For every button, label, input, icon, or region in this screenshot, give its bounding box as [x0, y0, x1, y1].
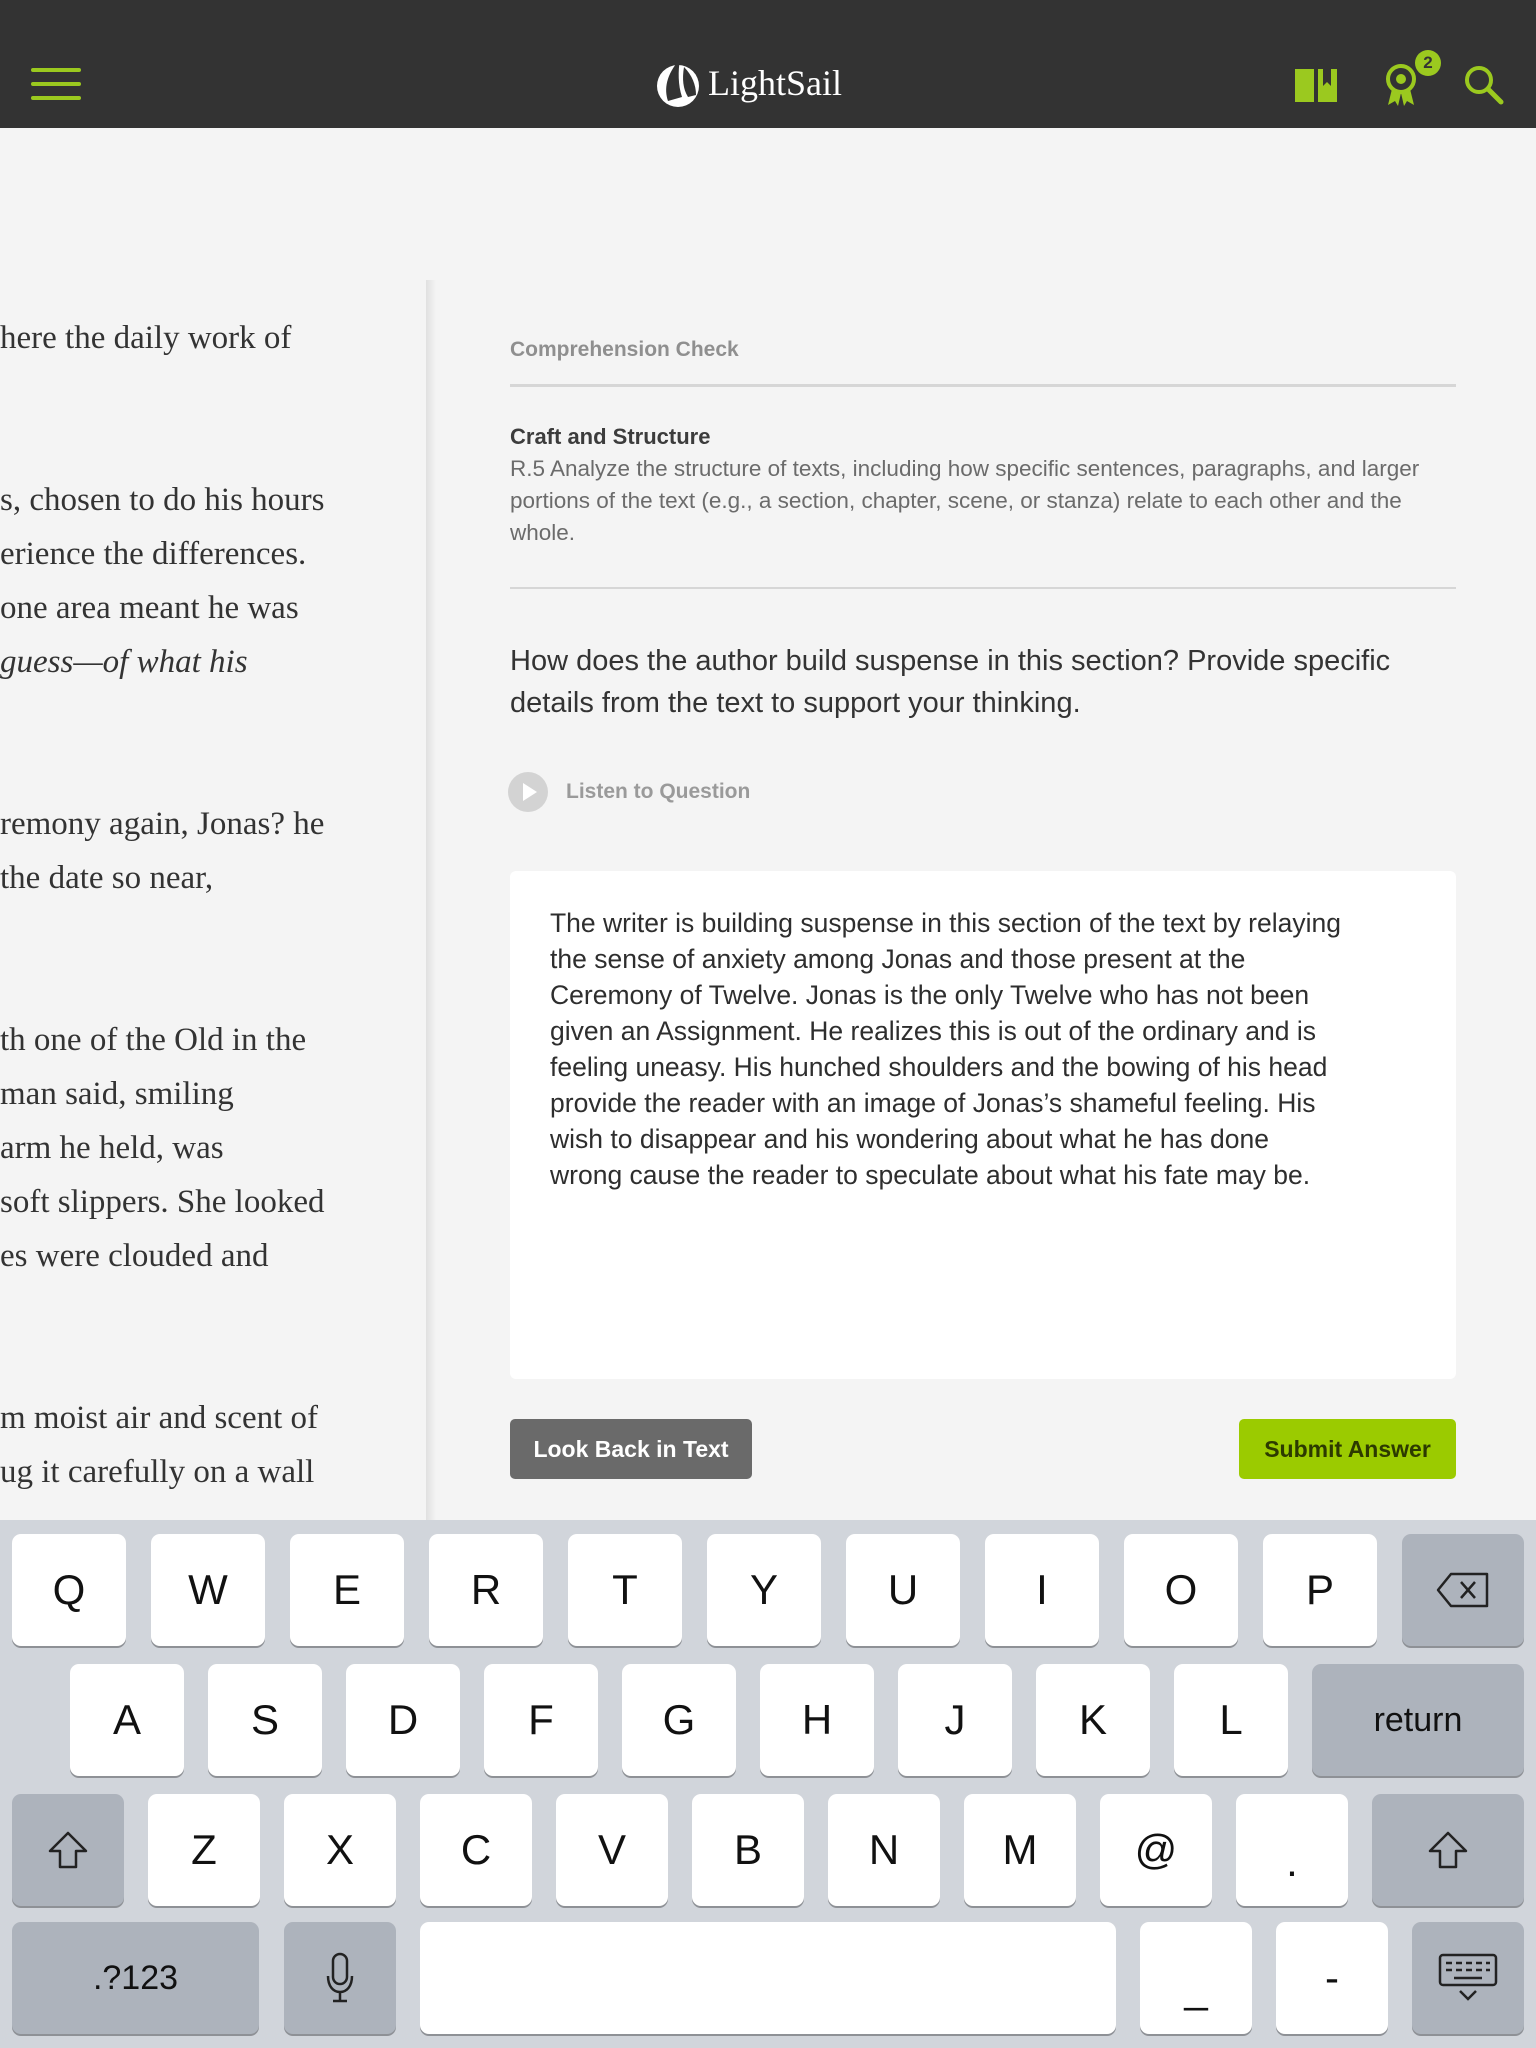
- key-label: Z: [191, 1826, 217, 1873]
- underscore-key[interactable]: [1140, 1922, 1252, 2034]
- book-line: th one of the Old in the: [0, 1022, 307, 1058]
- answer-line: the sense of anxiety among Jonas and those present at the: [550, 944, 1246, 974]
- key-label: T: [612, 1566, 638, 1613]
- key-label: J: [944, 1696, 966, 1743]
- answer-line: wish to disappear and his wondering about what he has done: [550, 1124, 1269, 1154]
- listen-to-question-button[interactable]: [508, 772, 750, 812]
- question-text: How does the author build suspense in this section? Provide specific details from the text to support your thinking.: [510, 645, 1391, 719]
- key-label: -: [1325, 1954, 1339, 2001]
- book-line: m moist air and scent of: [0, 1400, 319, 1436]
- key[interactable]: [429, 1534, 543, 1646]
- submit-answer-button[interactable]: Submit Answer: [1239, 1419, 1456, 1479]
- on-screen-keyboard: [0, 1520, 1536, 2048]
- key[interactable]: [12, 1534, 126, 1646]
- shift-icon: [1426, 1830, 1470, 1870]
- answer-line: Ceremony of Twelve. Jonas is the only Twelve who has not been: [550, 980, 1310, 1010]
- key-label: E: [332, 1566, 361, 1613]
- key[interactable]: [760, 1664, 874, 1776]
- key-label: W: [188, 1566, 228, 1613]
- key[interactable]: [1236, 1794, 1348, 1906]
- key[interactable]: [284, 1794, 396, 1906]
- key-label: M: [1002, 1826, 1038, 1873]
- book-line: erience the differences.: [0, 536, 307, 572]
- key[interactable]: [151, 1534, 265, 1646]
- backspace-key[interactable]: [1402, 1534, 1524, 1646]
- divider: [510, 587, 1456, 589]
- numbers-key[interactable]: [12, 1922, 259, 2034]
- keyboard-dismiss-icon: [1436, 1953, 1500, 2003]
- book-line: soft slippers. She looked: [0, 1184, 325, 1220]
- key-label: N: [868, 1826, 900, 1873]
- key[interactable]: [1263, 1534, 1377, 1646]
- standard-description: R.5 Analyze the structure of texts, including how specific sentences, paragraphs, and larger portions of the text (e.g., a section, chapter, scene, or stanza) relate to each other and the whole.: [510, 456, 1420, 545]
- look-back-in-text-button[interactable]: Look Back in Text: [510, 1419, 752, 1479]
- key-label: O: [1164, 1566, 1198, 1613]
- section-title: Comprehension Check: [510, 338, 739, 361]
- key-label: D: [387, 1696, 419, 1743]
- key-label: .: [1286, 1838, 1298, 1885]
- key[interactable]: [692, 1794, 804, 1906]
- key-label: .?123: [92, 1958, 179, 1997]
- key-label: I: [1036, 1566, 1048, 1613]
- key-label: B: [733, 1826, 762, 1873]
- menu-icon[interactable]: [31, 68, 81, 100]
- book-line: ug it carefully on a wall: [0, 1454, 315, 1490]
- answer-line: The writer is building suspense in this section of the text by relaying: [550, 908, 1341, 938]
- shift-icon: [46, 1830, 90, 1870]
- space-key[interactable]: [420, 1922, 1116, 2034]
- key-label: U: [887, 1566, 919, 1613]
- key-label: G: [662, 1696, 696, 1743]
- notification-badge: 2: [1415, 50, 1441, 76]
- microphone-icon: [325, 1952, 355, 2004]
- book-line: s, chosen to do his hours: [0, 482, 325, 518]
- key-label: L: [1219, 1696, 1243, 1743]
- logo: [656, 56, 842, 110]
- key-label: A: [112, 1696, 141, 1743]
- key[interactable]: [985, 1534, 1099, 1646]
- key-label: P: [1305, 1566, 1334, 1613]
- book-line: es were clouded and: [0, 1238, 269, 1274]
- key-label: S: [250, 1696, 279, 1743]
- answer-line: feeling uneasy. His hunched shoulders and the bowing of his head: [550, 1052, 1328, 1082]
- answer-line: wrong cause the reader to speculate about what his fate may be.: [550, 1160, 1311, 1190]
- sail-logo-icon: [656, 57, 702, 109]
- key[interactable]: [1100, 1794, 1212, 1906]
- key-label: V: [597, 1826, 626, 1873]
- shift-key-left[interactable]: [12, 1794, 124, 1906]
- book-line: here the daily work of: [0, 320, 292, 356]
- key[interactable]: [568, 1534, 682, 1646]
- dash-key[interactable]: [1276, 1922, 1388, 2034]
- key[interactable]: [208, 1664, 322, 1776]
- book-line: arm he held, was: [0, 1130, 224, 1166]
- book-line: one area meant he was: [0, 590, 299, 626]
- backspace-icon: [1435, 1571, 1491, 1609]
- top-bar: [0, 0, 1536, 128]
- key[interactable]: [898, 1664, 1012, 1776]
- library-book-icon[interactable]: [1293, 66, 1339, 104]
- key-label: F: [528, 1696, 554, 1743]
- key-label: H: [801, 1696, 833, 1743]
- key-label: K: [1078, 1696, 1107, 1743]
- key-label: @: [1134, 1826, 1178, 1873]
- key[interactable]: [148, 1794, 260, 1906]
- answer-line: given an Assignment. He realizes this is out of the ordinary and is: [550, 1016, 1316, 1046]
- book-line: guess—of what his: [0, 644, 248, 680]
- key-label: X: [325, 1826, 354, 1873]
- key-label: _: [1184, 1964, 1208, 2011]
- key-label: Q: [52, 1566, 86, 1613]
- book-line: remony again, Jonas? he: [0, 806, 325, 842]
- key[interactable]: [290, 1534, 404, 1646]
- key[interactable]: [1124, 1534, 1238, 1646]
- shift-key-right[interactable]: [1372, 1794, 1524, 1906]
- microphone-key[interactable]: [284, 1922, 396, 2034]
- key[interactable]: [846, 1534, 960, 1646]
- search-icon[interactable]: [1463, 64, 1505, 106]
- award-ribbon-icon[interactable]: [1383, 63, 1421, 107]
- divider: [510, 384, 1456, 387]
- key[interactable]: [964, 1794, 1076, 1906]
- book-text-pane[interactable]: [0, 128, 430, 1520]
- key[interactable]: [1036, 1664, 1150, 1776]
- key[interactable]: [556, 1794, 668, 1906]
- answer-textarea[interactable]: [510, 871, 1456, 1379]
- key[interactable]: [346, 1664, 460, 1776]
- answer-line: provide the reader with an image of Jonas’s shameful feeling. His: [550, 1088, 1316, 1118]
- key[interactable]: [707, 1534, 821, 1646]
- key-label: Y: [749, 1566, 778, 1613]
- key[interactable]: [622, 1664, 736, 1776]
- pane-divider: [426, 280, 436, 1520]
- logo-text: LightSail: [708, 63, 842, 103]
- key[interactable]: [420, 1794, 532, 1906]
- book-line: man said, smiling: [0, 1076, 234, 1112]
- key-label: R: [470, 1566, 502, 1613]
- key[interactable]: [1174, 1664, 1288, 1776]
- book-line: the date so near,: [0, 860, 214, 896]
- key-label: C: [460, 1826, 492, 1873]
- key[interactable]: [70, 1664, 184, 1776]
- return-key[interactable]: [1312, 1664, 1524, 1776]
- hide-keyboard-key[interactable]: [1412, 1922, 1524, 2034]
- play-icon: [508, 772, 548, 812]
- key[interactable]: [828, 1794, 940, 1906]
- listen-label: Listen to Question: [566, 780, 751, 803]
- standard-title: Craft and Structure: [510, 424, 711, 449]
- key[interactable]: [484, 1664, 598, 1776]
- key-label: return: [1373, 1700, 1463, 1739]
